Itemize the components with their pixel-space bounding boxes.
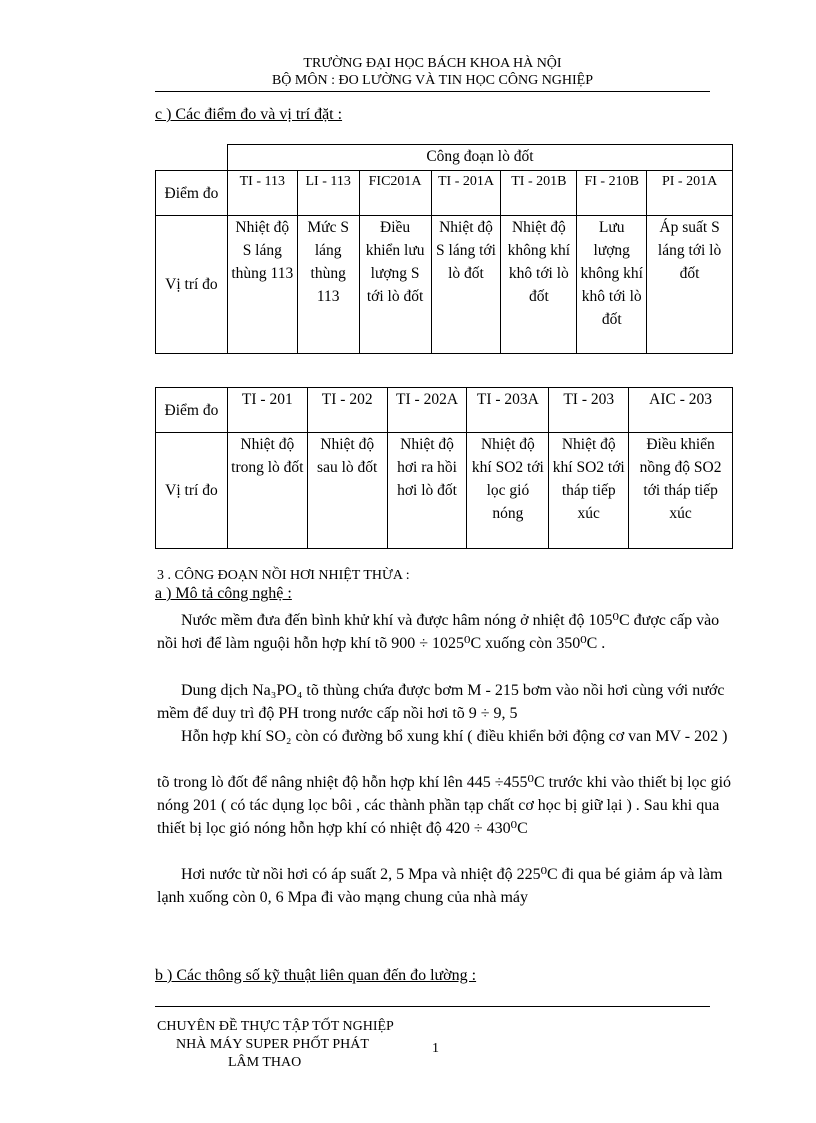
point-cell: PI - 201A [647, 171, 733, 216]
point-cell: TI - 201A [431, 171, 501, 216]
position-cell: Nhiệt độ trong lò đốt [227, 433, 307, 549]
point-cell: TI - 202A [387, 388, 467, 433]
point-cell: TI - 203A [467, 388, 549, 433]
footer-location: LÂM THAO [228, 1055, 302, 1070]
position-cell: Nhiệt độ không khí khô tới lò đốt [501, 216, 577, 354]
header-department: BỘ MÔN : ĐO LƯỜNG VÀ TIN HỌC CÔNG NGHIỆP [271, 73, 594, 88]
row-label-point: Điểm đo [156, 388, 228, 433]
header-school: TRƯỜNG ĐẠI HỌC BÁCH KHOA HÀ NỘI [303, 56, 562, 71]
section-a-title: a ) Mô tả công nghệ : [155, 585, 292, 602]
position-cell: Nhiệt độ S láng tới lò đốt [431, 216, 501, 354]
position-cell: Lưu lượng không khí khô tới lò đốt [577, 216, 647, 354]
row-label-position: Vị trí đo [156, 433, 228, 549]
row-label-position: Vị trí đo [156, 216, 228, 354]
footer-plant: NHÀ MÁY SUPER PHỐT PHÁT [176, 1037, 369, 1052]
position-cell: Nhiệt độ sau lò đốt [307, 433, 387, 549]
blank-corner [156, 145, 228, 171]
paragraph-4: tõ trong lò đốt để nâng nhiệt độ hỗn hợp khí lên 445 ÷455⁰C trước khi vào thiết bị lọc gió nóng 201 ( có tác dụng lọc bôi , các thành phần tạp chất cơ học bị giữ lại ) . Sau khi qua thiết bị lọc gió nóng hỗn hợp khí có nhiệt độ 420 ÷ 430⁰C [157, 774, 732, 837]
paragraph-5: Hơi nước từ nồi hơi có áp suất 2, 5 Mpa và nhiệt độ 225⁰C đi qua bé giảm áp và làm lạnh xuống còn 0, 6 Mpa đi vào mạng chung của nhà máy [157, 866, 723, 906]
measurement-table-1 [155, 144, 733, 354]
section-c-title: c ) Các điểm đo và vị trí đặt : [155, 106, 343, 123]
footer-rule [155, 1006, 710, 1007]
position-cell: Nhiệt độ khí SO2 tới tháp tiếp xúc [549, 433, 629, 549]
point-cell: TI - 201 [227, 388, 307, 433]
point-cell: FI - 210B [577, 171, 647, 216]
point-cell: AIC - 203 [629, 388, 733, 433]
point-cell: TI - 202 [307, 388, 387, 433]
point-cell: TI - 113 [227, 171, 297, 216]
position-cell: Mức S láng thùng 113 [297, 216, 359, 354]
position-cell: Nhiệt độ khí SO2 tới lọc gió nóng [467, 433, 549, 549]
point-cell: FIC201A [359, 171, 431, 216]
point-cell: LI - 113 [297, 171, 359, 216]
page-number: 1 [432, 1041, 439, 1056]
point-cell: TI - 201B [501, 171, 577, 216]
group-header: Công đoạn lò đốt [227, 145, 732, 171]
header-rule [155, 91, 710, 92]
position-cell: Điều khiển lưu lượng S tới lò đốt [359, 216, 431, 354]
row-label-point: Điểm đo [156, 171, 228, 216]
measurement-table-2 [155, 387, 733, 549]
point-cell: TI - 203 [549, 388, 629, 433]
position-cell: Nhiệt độ hơi ra hồi hơi lò đốt [387, 433, 467, 549]
paragraph-1: Nước mềm đưa đến bình khử khí và được hâm nóng ở nhiệt độ 105⁰C được cấp vào nồi hơi để làm nguội hỗn hợp khí tõ 900 ÷ 1025⁰C xuống còn 350⁰C . [157, 612, 720, 652]
position-cell: Nhiệt độ S láng thùng 113 [227, 216, 297, 354]
paragraph-2: Dung dịch Na₃PO₄ tõ thùng chứa được bơm M - 215 bơm vào nồi hơi cùng với nước mềm để duy trì độ PH trong nước cấp nồi hơi tõ 9 ÷ 9, 5 [157, 682, 725, 722]
section-b-title: b ) Các thông số kỹ thuật liên quan đến đo lường : [155, 967, 477, 984]
section-3-title: 3 . CÔNG ĐOẠN NỒI HƠI NHIỆT THỪA : [157, 568, 410, 583]
position-cell: Áp suất S láng tới lò đốt [647, 216, 733, 354]
footer-topic: CHUYÊN ĐỀ THỰC TẬP TỐT NGHIỆP [157, 1019, 394, 1034]
position-cell: Điều khiển nồng độ SO2 tới tháp tiếp xúc [629, 433, 733, 549]
paragraph-3: Hỗn hợp khí SO₂ còn có đường bổ xung khí ( điều khiển bởi động cơ van MV - 202 ) [181, 728, 728, 745]
